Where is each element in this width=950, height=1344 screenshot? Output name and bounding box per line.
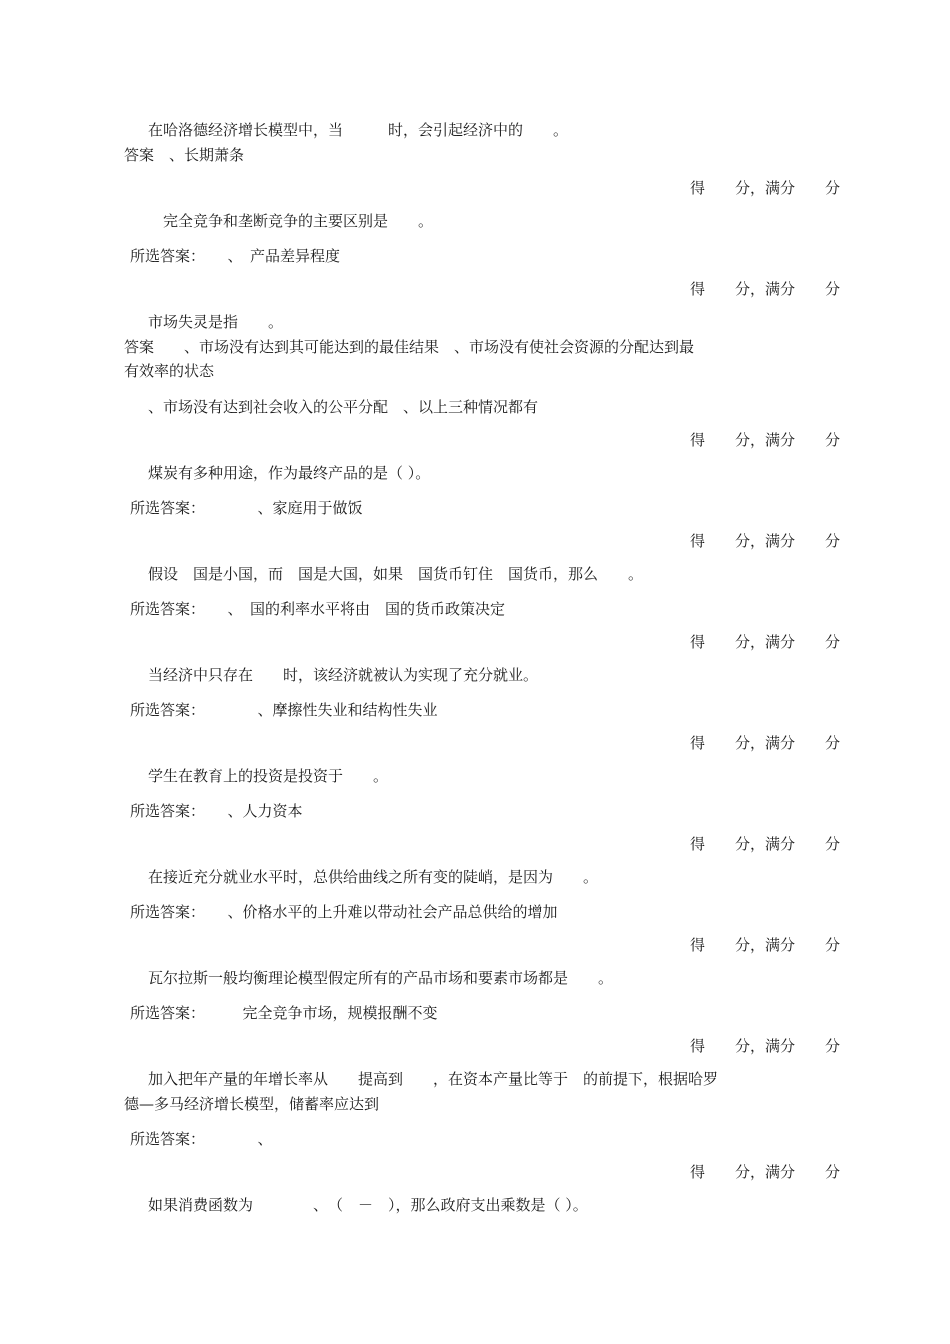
question-text-continued: 德—多马经济增长模型，储蓄率应达到 (124, 1095, 380, 1113)
question-text: 完全竞争和垄断竞争的主要区别是 。 (148, 212, 434, 230)
score-line: 得 分，满分 分 (690, 1037, 841, 1055)
answer-text: 所选答案： 、摩擦性失业和结构性失业 (130, 701, 438, 719)
score-line: 得 分，满分 分 (690, 179, 841, 197)
answer-text: 答案 、市场没有达到其可能达到的最佳结果 、市场没有使社会资源的分配达到最 (124, 338, 695, 356)
answer-options: 、市场没有达到社会收入的公平分配 、以上三种情况都有 (148, 398, 539, 416)
question-text: 在接近充分就业水平时，总供给曲线之所有变的陡峭，是因为 。 (148, 868, 599, 886)
score-line: 得 分，满分 分 (690, 633, 841, 651)
question-text: 假设 国是小国，而 国是大国，如果 国货币钉住 国货币，那么 。 (148, 565, 644, 583)
score-line: 得 分，满分 分 (690, 734, 841, 752)
score-line: 得 分，满分 分 (690, 936, 841, 954)
answer-text: 所选答案： 、 产品差异程度 (130, 247, 341, 265)
score-line: 得 分，满分 分 (690, 431, 841, 449)
score-line: 得 分，满分 分 (690, 1163, 841, 1181)
score-line: 得 分，满分 分 (690, 835, 841, 853)
question-text: 如果消费函数为 、 （ － ），那么政府支出乘数是（ ）。 (148, 1196, 588, 1214)
answer-text: 所选答案： 、 国的利率水平将由 国的货币政策决定 (130, 600, 506, 618)
answer-text: 所选答案： 、家庭用于做饭 (130, 499, 363, 517)
answer-text: 所选答案： 、人力资本 (130, 802, 303, 820)
question-text: 市场失灵是指 。 (148, 313, 284, 331)
question-text: 瓦尔拉斯一般均衡理论模型假定所有的产品市场和要素市场都是 。 (148, 969, 614, 987)
score-line: 得 分，满分 分 (690, 280, 841, 298)
answer-text: 所选答案： 完全竞争市场，规模报酬不变 (130, 1004, 438, 1022)
question-text: 当经济中只存在 时，该经济就被认为实现了充分就业。 (148, 666, 539, 684)
score-line: 得 分，满分 分 (690, 532, 841, 550)
question-text: 学生在教育上的投资是投资于 。 (148, 767, 389, 785)
answer-text: 所选答案： 、价格水平的上升难以带动社会产品总供给的增加 (130, 903, 558, 921)
answer-text: 答案 、长期萧条 (124, 146, 245, 164)
answer-text: 所选答案： 、 (130, 1130, 273, 1148)
answer-text: 有效率的状态 (124, 362, 215, 380)
question-text: 加入把年产量的年增长率从 提高到 ，在资本产量比等于 的前提下，根据哈罗 (148, 1070, 719, 1088)
question-text: 在哈洛德经济增长模型中，当 时，会引起经济中的 。 (148, 121, 569, 139)
question-text: 煤炭有多种用途，作为最终产品的是（ ）。 (148, 464, 431, 482)
